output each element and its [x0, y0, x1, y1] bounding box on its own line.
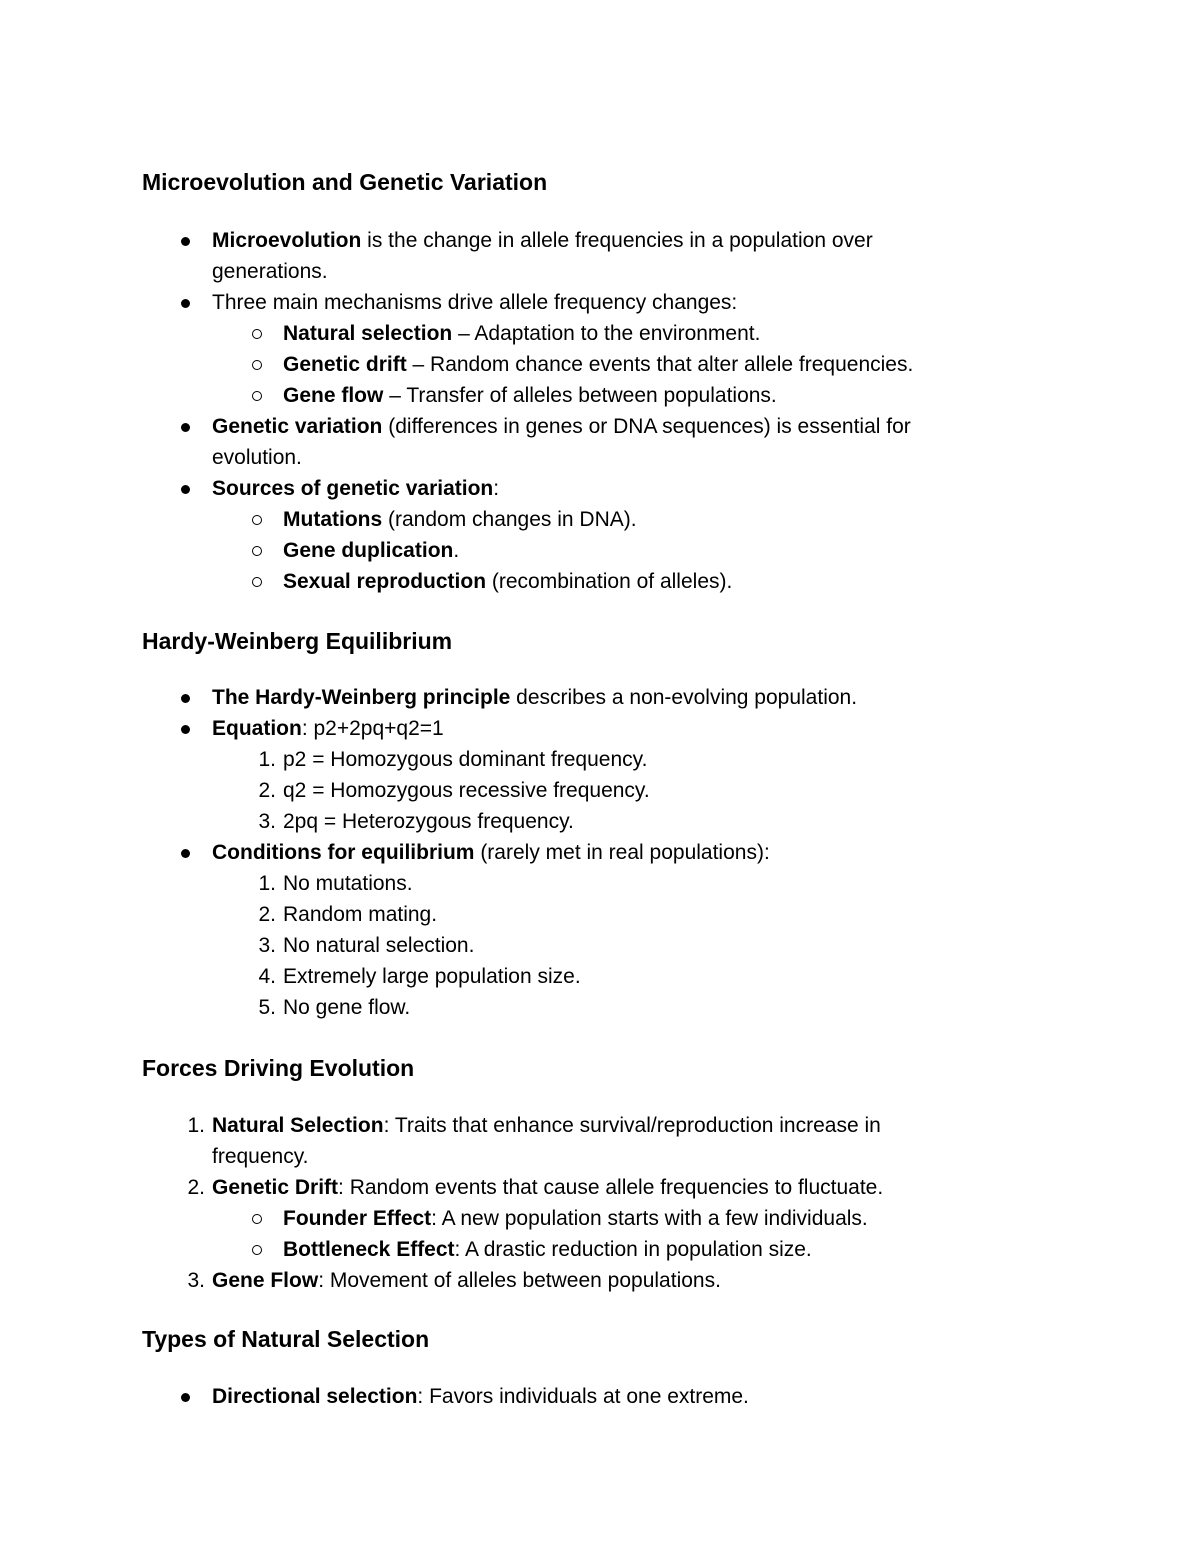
description: : Movement of alleles between populations. — [318, 1269, 721, 1292]
list-item — [283, 566, 1043, 597]
list-item-continuation — [212, 256, 1042, 287]
list-item — [187, 1265, 1042, 1296]
description: No natural selection. — [283, 934, 475, 957]
term: Natural Selection — [212, 1114, 384, 1137]
description: No mutations. — [283, 872, 413, 895]
description: : A new population starts with a few individuals. — [431, 1207, 868, 1230]
description: – Random chance events that alter allele frequencies. — [406, 353, 914, 376]
list-number: 2. — [258, 779, 276, 802]
term: Gene Flow — [212, 1269, 319, 1292]
term: Gene flow — [283, 384, 384, 407]
bullet-icon — [181, 237, 190, 246]
list-item — [258, 775, 1043, 806]
description: – Transfer of alleles between populations. — [383, 384, 777, 407]
list-number: 3. — [187, 1269, 205, 1292]
list-item — [283, 1203, 1043, 1234]
list-item-continuation — [212, 442, 1042, 473]
list-number: 1. — [258, 872, 276, 895]
list-item — [212, 713, 1042, 744]
term: Sexual reproduction — [283, 570, 487, 593]
list-item — [212, 411, 1042, 442]
circle-bullet-icon — [252, 360, 262, 370]
list-item — [258, 744, 1043, 775]
circle-bullet-icon — [252, 515, 262, 525]
list-item — [187, 1172, 1042, 1203]
term: Genetic Drift — [212, 1176, 339, 1199]
description: : — [493, 477, 500, 500]
description: q2 = Homozygous recessive frequency. — [283, 779, 650, 802]
term: Genetic variation — [212, 415, 383, 438]
list-number: 2. — [258, 903, 276, 926]
term: Conditions for equilibrium — [212, 841, 475, 864]
bullet-icon — [181, 849, 190, 858]
description: p2 = Homozygous dominant frequency. — [283, 748, 648, 771]
list-item — [258, 961, 1043, 992]
bullet-icon — [181, 725, 190, 734]
term: Bottleneck Effect — [283, 1238, 455, 1261]
list-number: 1. — [258, 748, 276, 771]
list-item — [212, 682, 1042, 713]
term: Directional selection — [212, 1385, 418, 1408]
list-item — [212, 287, 1042, 318]
list-item — [212, 1381, 1042, 1412]
description: (random changes in DNA). — [382, 508, 637, 531]
circle-bullet-icon — [252, 391, 262, 401]
list-item — [258, 899, 1043, 930]
circle-bullet-icon — [252, 1214, 262, 1224]
description: evolution. — [212, 446, 302, 469]
description: Random mating. — [283, 903, 438, 926]
description: (differences in genes or DNA sequences) is essential for — [382, 415, 911, 438]
list-item-continuation — [212, 1141, 1042, 1172]
bullet-icon — [181, 694, 190, 703]
term: The Hardy-Weinberg principle — [212, 686, 511, 709]
description: : Favors individuals at one extreme. — [417, 1385, 749, 1408]
bullet-icon — [181, 485, 190, 494]
description: No gene flow. — [283, 996, 411, 1019]
description: Extremely large population size. — [283, 965, 581, 988]
list-number: 1. — [187, 1114, 205, 1137]
section-title: Forces Driving Evolution — [142, 1055, 415, 1081]
description: generations. — [212, 260, 328, 283]
description: (rarely met in real populations): — [474, 841, 770, 864]
list-number: 2. — [187, 1176, 205, 1199]
description: Three main mechanisms drive allele frequency changes: — [212, 291, 738, 314]
circle-bullet-icon — [252, 329, 262, 339]
list-item — [283, 535, 1043, 566]
description: . — [453, 539, 460, 562]
description: 2pq = Heterozygous frequency. — [283, 810, 574, 833]
list-item — [283, 380, 1043, 411]
list-item — [283, 349, 1043, 380]
term: Gene duplication — [283, 539, 454, 562]
term: Microevolution — [212, 229, 362, 252]
list-number: 3. — [258, 934, 276, 957]
list-item — [258, 868, 1043, 899]
list-item — [212, 473, 1042, 504]
circle-bullet-icon — [252, 546, 262, 556]
section-title: Hardy-Weinberg Equilibrium — [142, 628, 453, 654]
list-item — [283, 318, 1043, 349]
list-number: 5. — [258, 996, 276, 1019]
section-title: Types of Natural Selection — [142, 1326, 430, 1352]
term: Natural selection — [283, 322, 453, 345]
description: : Traits that enhance survival/reproduction increase in — [383, 1114, 881, 1137]
description: : Random events that cause allele frequencies to fluctuate. — [338, 1176, 884, 1199]
description: describes a non-evolving population. — [510, 686, 858, 709]
circle-bullet-icon — [252, 577, 262, 587]
list-item — [283, 1234, 1043, 1265]
term: Founder Effect — [283, 1207, 432, 1230]
term: Genetic drift — [283, 353, 407, 376]
list-item — [258, 930, 1043, 961]
term: Sources of genetic variation — [212, 477, 494, 500]
list-item — [212, 837, 1042, 868]
bullet-icon — [181, 299, 190, 308]
term: Mutations — [283, 508, 383, 531]
list-item — [187, 1110, 1042, 1141]
list-item — [258, 806, 1043, 837]
description: (recombination of alleles). — [486, 570, 733, 593]
section-title: Microevolution and Genetic Variation — [142, 169, 548, 195]
term: Equation — [212, 717, 302, 740]
description: : p2+2pq+q2=1 — [301, 717, 444, 740]
list-item — [283, 504, 1043, 535]
description: is the change in allele frequencies in a population over — [361, 229, 873, 252]
list-item — [258, 992, 1043, 1023]
list-number: 4. — [258, 965, 276, 988]
description: : A drastic reduction in population size. — [454, 1238, 812, 1261]
circle-bullet-icon — [252, 1245, 262, 1255]
bullet-icon — [181, 423, 190, 432]
description: frequency. — [212, 1145, 309, 1168]
bullet-icon — [181, 1393, 190, 1402]
list-item — [212, 225, 1042, 256]
list-number: 3. — [258, 810, 276, 833]
description: – Adaptation to the environment. — [452, 322, 761, 345]
